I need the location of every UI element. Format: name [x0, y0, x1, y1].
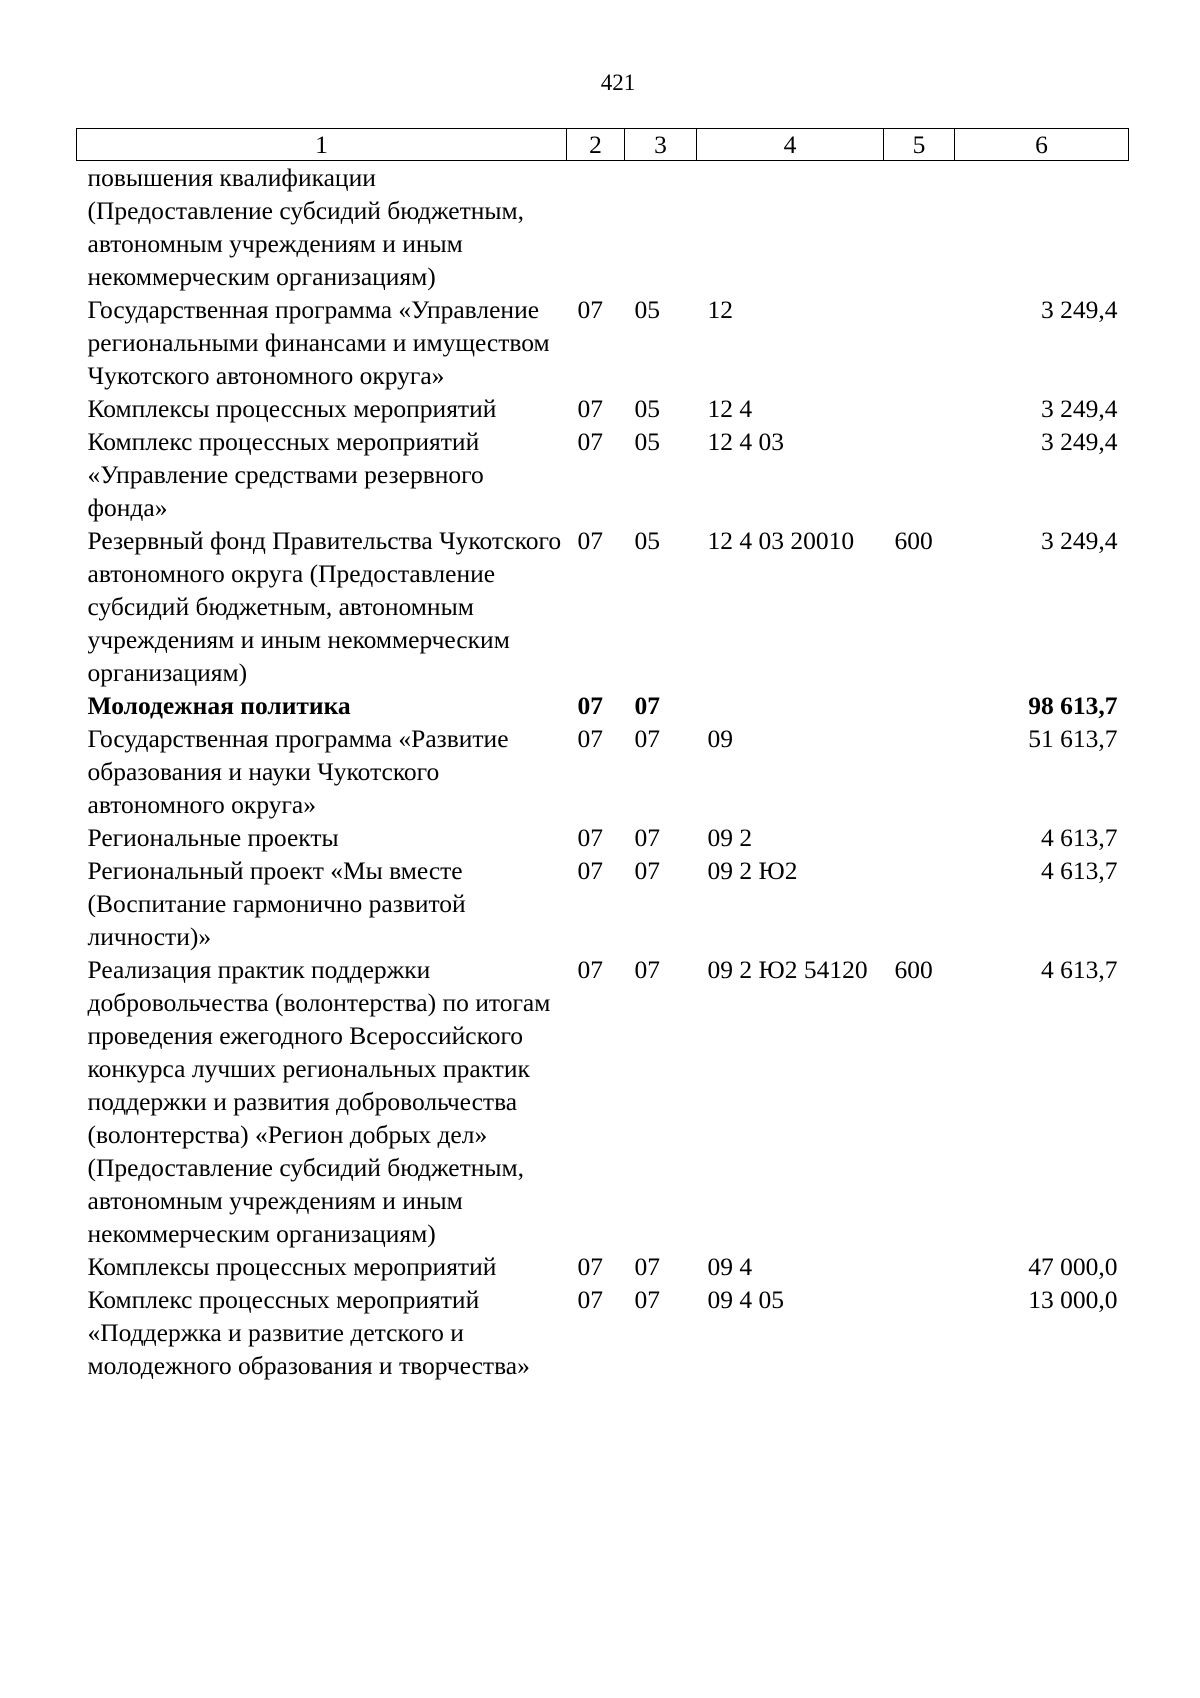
header-row [77, 129, 1129, 161]
row-name-cell: Государственная программа «Развитие образования и науки Чукотского автономного округа» [87, 724, 509, 819]
row-vr-cell [884, 1250, 955, 1283]
row-name-cell: Реализация практик поддержки добровольчества (волонтерства) по итогам проведения ежегодного Всероссийского конкурса лучших региональных практик поддержки и развития добровольчества (волонтерства) «Регион добрых дел» (Предоставление субсидий бюджетным, автономным учреждениям и иным некоммерческим организациям) [87, 955, 551, 1248]
header-col-6: 6 [955, 129, 1129, 161]
header-col-3: 3 [625, 129, 697, 161]
row-section-cell: 07 [577, 724, 603, 753]
row-amount-cell: 98 613,7 [1028, 691, 1118, 720]
row-csr-cell: 09 2 Ю2 [707, 856, 798, 885]
row-csr-cell: 12 4 03 [707, 427, 784, 456]
row-name-cell: Комплекс процессных мероприятий «Управление средствами резервного фонда» [87, 427, 484, 522]
row-subsection-cell: 05 [634, 427, 660, 456]
row-csr-cell: 09 4 05 [707, 1285, 784, 1314]
row-amount-cell: 4 613,7 [1041, 955, 1118, 984]
row-amount-cell: 3 249,4 [1041, 295, 1118, 324]
budget-table [76, 128, 1129, 1382]
row-vr-cell [884, 689, 955, 722]
table-row [77, 953, 1129, 1250]
row-subsection-cell: 07 [634, 856, 660, 885]
row-name-cell: Региональный проект «Мы вместе (Воспитание гармонично развитой личности)» [87, 856, 466, 951]
row-csr-cell [697, 689, 884, 722]
row-csr-cell: 12 4 [707, 394, 753, 423]
row-section-cell: 07 [577, 691, 603, 720]
row-vr-cell [884, 821, 955, 854]
row-amount-cell: 3 249,4 [1041, 394, 1118, 423]
row-vr-cell [884, 161, 955, 294]
row-csr-cell: 12 4 03 20010 [707, 526, 855, 555]
row-section-cell: 07 [577, 856, 603, 885]
table-row [77, 161, 1129, 294]
row-section-cell: 07 [577, 394, 603, 423]
header-col-1: 1 [77, 129, 567, 161]
row-section-cell: 07 [577, 1285, 603, 1314]
table-row [77, 392, 1129, 425]
row-name-cell: Региональные проекты [87, 823, 339, 852]
row-csr-cell: 09 4 [707, 1252, 753, 1281]
header-col-4: 4 [697, 129, 884, 161]
row-amount-cell: 13 000,0 [1028, 1285, 1118, 1314]
row-name-cell: повышения квалификации (Предоставление субсидий бюджетным, автономным учреждениям и иным некоммерческим организациям) [87, 163, 525, 291]
row-amount-cell: 3 249,4 [1041, 427, 1118, 456]
row-vr-cell [884, 425, 955, 524]
table-body [77, 161, 1129, 1383]
header-col-5: 5 [884, 129, 955, 161]
row-vr-cell [884, 854, 955, 953]
table-row [77, 821, 1129, 854]
row-subsection-cell [625, 161, 697, 294]
row-amount-cell: 47 000,0 [1028, 1252, 1118, 1281]
row-section-cell: 07 [577, 427, 603, 456]
row-section-cell: 07 [577, 823, 603, 852]
row-subsection-cell: 05 [634, 526, 660, 555]
row-vr-cell [884, 1283, 955, 1382]
table-row [77, 689, 1129, 722]
table-row [77, 1250, 1129, 1283]
row-section-cell: 07 [577, 295, 603, 324]
row-vr-cell: 600 [894, 526, 933, 555]
row-subsection-cell: 07 [634, 955, 660, 984]
row-subsection-cell: 07 [634, 691, 660, 720]
row-subsection-cell: 05 [634, 394, 660, 423]
row-name-cell: Комплексы процессных мероприятий [87, 394, 497, 423]
page-number: 421 [600, 70, 636, 95]
row-amount-cell: 3 249,4 [1041, 526, 1118, 555]
table-row [77, 1283, 1129, 1382]
table-row [77, 425, 1129, 524]
row-csr-cell: 09 2 Ю2 54120 [707, 955, 868, 984]
row-amount-cell: 4 613,7 [1041, 856, 1118, 885]
row-name-cell: Молодежная политика [87, 691, 351, 720]
row-section-cell [567, 161, 625, 294]
row-name-cell: Резервный фонд Правительства Чукотского автономного округа (Предоставление субсидий бюджетным, автономным учреждениям и иным некоммерческим организациям) [87, 526, 562, 687]
row-csr-cell: 09 [707, 724, 733, 753]
header-col-2: 2 [567, 129, 625, 161]
row-subsection-cell: 07 [634, 724, 660, 753]
row-csr-cell [697, 161, 884, 294]
row-amount-cell: 51 613,7 [1028, 724, 1118, 753]
row-vr-cell [884, 392, 955, 425]
row-vr-cell: 600 [894, 955, 933, 984]
row-amount-cell: 4 613,7 [1041, 823, 1118, 852]
row-section-cell: 07 [577, 955, 603, 984]
row-section-cell: 07 [577, 526, 603, 555]
row-vr-cell [884, 293, 955, 392]
row-csr-cell: 09 2 [707, 823, 753, 852]
row-name-cell: Государственная программа «Управление региональными финансами и имуществом Чукотского автономного округа» [87, 295, 550, 390]
row-subsection-cell: 07 [634, 1252, 660, 1281]
row-subsection-cell: 05 [634, 295, 660, 324]
table-row [77, 524, 1129, 689]
row-name-cell: Комплексы процессных мероприятий [87, 1252, 497, 1281]
table-row [77, 722, 1129, 821]
row-csr-cell: 12 [707, 295, 733, 324]
row-subsection-cell: 07 [634, 823, 660, 852]
row-vr-cell [884, 722, 955, 821]
row-name-cell: Комплекс процессных мероприятий «Поддержка и развитие детского и молодежного образования и творчества» [87, 1285, 530, 1380]
table-row [77, 854, 1129, 953]
row-subsection-cell: 07 [634, 1285, 660, 1314]
row-amount-cell [955, 161, 1129, 294]
table-row [77, 293, 1129, 392]
row-section-cell: 07 [577, 1252, 603, 1281]
